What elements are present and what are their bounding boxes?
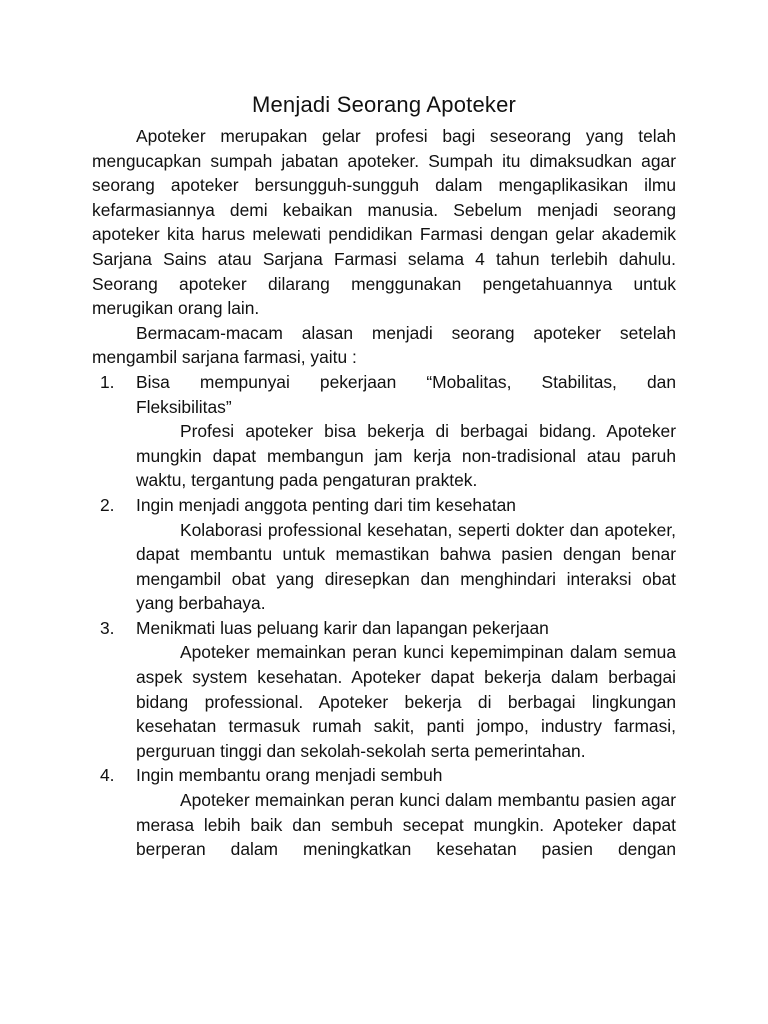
list-item <box>92 493 676 616</box>
list-item-title: Bisa mempunyai pekerjaan “Mobalitas, Stabilitas, dan <box>136 371 676 392</box>
list-item-description: Apoteker memainkan peran kunci kepemimpinan dalam semua aspek system kesehatan. Apoteker dapat bekerja dalam berbagai bidang professional. Apoteker bekerja di berbagai lingkungan kesehatan termasuk rumah sakit, panti jompo, industry farmasi, perguruan tinggi dan sekolah-sekolah serta pemerintahan. <box>136 642 676 761</box>
list-item-description: Apoteker memainkan peran kunci dalam membantu pasien agar merasa lebih baik dan sembuh secepat mungkin. Apoteker dapat berperan dalam meningkatkan kesehatan pasien dengan <box>136 790 676 860</box>
list-item-description: Kolaborasi professional kesehatan, seperti dokter dan apoteker, dapat membantu untuk memastikan bahwa pasien dengan benar mengambil obat yang diresepkan dan menghindari interaksi obat yang berbahaya. <box>136 519 676 614</box>
intro-paragraph: Apoteker merupakan gelar profesi bagi seseorang yang telah mengucapkan sumpah jabatan apoteker. Sumpah itu dimaksudkan agar seorang apoteker bersungguh-sungguh dalam mengaplikasikan ilmu kefarmasiannya demi kebaikan manusia. Sebelum menjadi seorang apoteker kita harus melewati pendidikan Farmasi dengan gelar akademik Sarjana Sains atau Sarjana Farmasi selama 4 tahun terlebih dahulu. Seorang apoteker dilarang menggunakan pengetahuannya untuk merugikan orang lain. <box>92 126 676 319</box>
list-item <box>92 763 676 861</box>
list-item-title-continuation: Fleksibilitas” <box>136 396 232 417</box>
list-item <box>92 616 676 764</box>
list-item <box>92 370 676 493</box>
reasons-intro-paragraph: Bermacam-macam alasan menjadi seorang apoteker setelah mengambil sarjana farmasi, yaitu : <box>92 322 676 368</box>
list-item-title: Menikmati luas peluang karir dan lapangan pekerjaan <box>136 617 549 638</box>
list-item-description: Profesi apoteker bisa bekerja di berbagai bidang. Apoteker mungkin dapat membangun jam kerja non-tradisional atau paruh waktu, tergantung pada pengaturan praktek. <box>136 421 676 491</box>
list-item-number: 1. <box>100 371 115 392</box>
document-title: Menjadi Seorang Apoteker <box>251 92 517 117</box>
list-item-number: 3. <box>100 617 115 638</box>
list-item-number: 2. <box>100 494 115 515</box>
list-item-title: Ingin membantu orang menjadi sembuh <box>136 765 443 786</box>
list-item-title: Ingin menjadi anggota penting dari tim kesehatan <box>136 494 516 515</box>
reasons-list <box>92 370 676 862</box>
list-item-number: 4. <box>100 765 115 786</box>
